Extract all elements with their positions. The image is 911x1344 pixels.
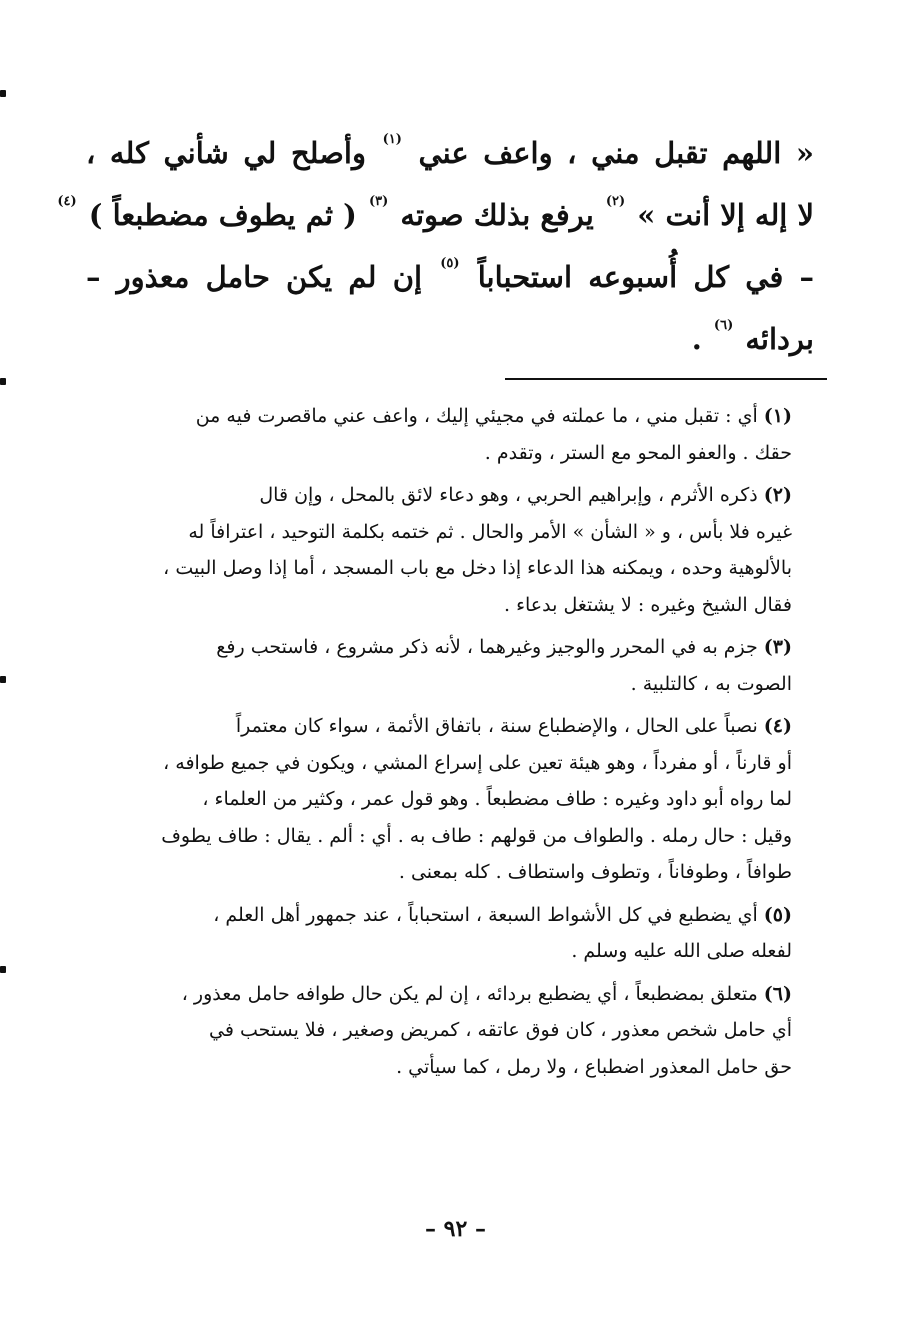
footnote-line: حق حامل المعذور اضطباع ، ولا رمل ، كما سيأتي . — [396, 1055, 792, 1078]
footnote-line: لما رواه أبو داود وغيره : طاف مضطبعاً . وهو قول عمر ، وكثير من العلماء ، — [202, 788, 792, 810]
footnote-line: حقك . والعفو المحو مع الستر ، وتقدم . — [484, 441, 792, 464]
footnote-line: بالألوهية وحده ، ويمكنه هذا الدعاء إذا دخل مع باب المسجد ، أما إذا وصل البيت ، — [163, 557, 792, 579]
footnote-number: (٣) — [763, 636, 792, 658]
footnote — [88, 477, 812, 623]
main-text-segment: . — [691, 322, 702, 356]
footnote-line: متعلق بمضطبعاً ، أي يضطبع بردائه ، إن لم يكن حال طوافه حامل معذور ، — [181, 982, 758, 1005]
footnote-separator — [505, 378, 827, 380]
footnote-line: لفعله صلى الله عليه وسلم . — [571, 940, 792, 962]
footnote-line: نصباً على الحال ، والإضطباع سنة ، باتفاق الأئمة ، سواء كان معتمراً — [235, 715, 758, 737]
footnote-line: ذكره الأثرم ، وإبراهيم الحربي ، وهو دعاء لائق بالمحل ، وإن قال — [259, 484, 758, 506]
footnote-line: الصوت به ، كالتلبية . — [630, 672, 792, 695]
main-text — [57, 122, 815, 370]
main-line — [86, 246, 814, 308]
footnote-number: (٦) — [763, 982, 792, 1005]
main-text-segment: وأصلح لي شأني كله ، — [86, 136, 366, 170]
main-text-segment: لا إله إلا أنت » — [637, 198, 814, 232]
footnote-line: طوافاً ، وطوفاناً ، وتطوف واستطاف . كله بمعنى . — [398, 861, 792, 883]
scan-edge-mark — [0, 966, 6, 973]
main-line — [57, 184, 814, 246]
footnote-number: (٤) — [763, 715, 792, 737]
main-text-segment: يرفع بذلك صوته — [400, 198, 594, 232]
footnote-ref: (٦) — [713, 318, 734, 333]
footnote-ref: (٢) — [605, 194, 626, 209]
main-text-segment: « اللهم تقبل مني ، واعف عني — [418, 136, 815, 170]
footnote-line: أي يضطبع في كل الأشواط السبعة ، استحباباً ، عند جمهور أهل العلم ، — [213, 903, 758, 926]
footnote-line: أو قارناً ، أو مفرداً ، وهو هيئة تعين على إسراع المشي ، ويكون في جميع طوافه ، — [163, 751, 792, 774]
main-text-segment: – في كل أُسبوعه استحباباً — [477, 260, 814, 294]
main-line — [86, 308, 814, 370]
main-text-segment: ( ثم يطوف مضطبعاً ) — [88, 198, 357, 232]
scan-edge-mark — [0, 378, 6, 385]
footnote — [88, 976, 812, 1086]
footnote-ref: (٥) — [440, 256, 460, 271]
footnote-number: (٥) — [763, 903, 792, 926]
page-number: – ٩٢ – — [425, 1216, 486, 1242]
footnote-number: (٢) — [763, 484, 792, 506]
footnote-line: غيره فلا بأس ، و « الشأن » الأمر والحال . ثم ختمه بكلمة التوحيد ، اعترافاً له — [188, 520, 792, 543]
footnote-line: وقيل : حال رمله . والطواف من قولهم : طاف به . أي : ألم . يقال : طاف يطوف — [161, 824, 792, 847]
footnote-line: جزم به في المحرر والوجيز وغيرهما ، لأنه ذكر مشروع ، فاستحب رفع — [216, 636, 758, 658]
main-text-segment: إن لم يكن حامل معذور – — [86, 260, 423, 294]
footnote-ref: (١) — [382, 132, 402, 147]
footnotes — [88, 398, 812, 1091]
main-text-segment: بردائه — [745, 322, 814, 356]
footnote-ref: (٣) — [369, 194, 389, 209]
footnote — [88, 629, 812, 702]
scan-edge-mark — [0, 676, 6, 683]
footnote — [88, 897, 812, 970]
footnote-line: أي : تقبل مني ، ما عملته في مجيئي إليك ، واعف عني ماقصرت فيه من — [195, 405, 758, 427]
footnote — [88, 708, 812, 891]
footnote-line: أي حامل شخص معذور ، كان فوق عاتقه ، كمريض وصغير ، فلا يستحب في — [209, 1019, 792, 1041]
footnote-ref: (٤) — [57, 194, 77, 209]
main-line — [86, 122, 814, 184]
footnote-number: (١) — [763, 405, 792, 427]
footnote — [88, 398, 812, 471]
scan-edge-mark — [0, 90, 6, 97]
footnote-line: فقال الشيخ وغيره : لا يشتغل بدعاء . — [504, 593, 792, 616]
